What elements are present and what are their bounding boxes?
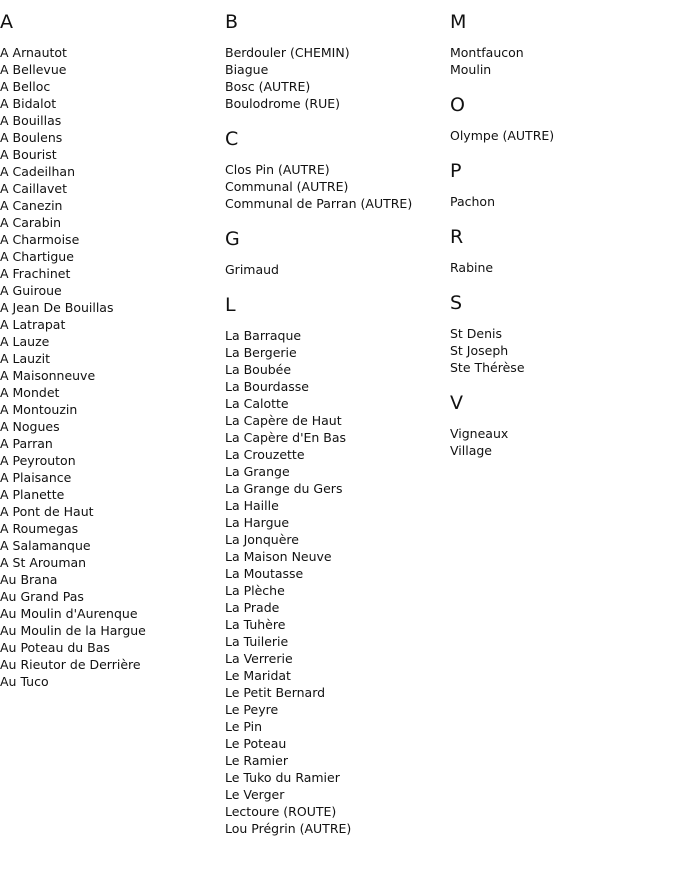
street-name-link[interactable]: Vigneaux bbox=[450, 426, 509, 441]
list-item bbox=[0, 163, 220, 180]
name-list bbox=[0, 44, 220, 690]
street-name-link[interactable]: Grimaud bbox=[225, 262, 279, 277]
street-name-link[interactable]: A Parran bbox=[0, 436, 53, 451]
list-item bbox=[225, 531, 445, 548]
list-item bbox=[450, 44, 670, 61]
letter-group bbox=[225, 225, 445, 278]
street-name-link[interactable]: La Bourdasse bbox=[225, 379, 309, 394]
street-name-link[interactable]: Le Poteau bbox=[225, 736, 287, 751]
street-name-link[interactable]: A Bourist bbox=[0, 147, 57, 162]
list-item bbox=[0, 129, 220, 146]
street-name-link[interactable]: La Prade bbox=[225, 600, 280, 615]
list-item bbox=[225, 769, 445, 786]
list-item bbox=[225, 548, 445, 565]
list-item bbox=[225, 599, 445, 616]
letter-heading: S bbox=[450, 292, 463, 314]
street-name-link[interactable]: A Lauzit bbox=[0, 351, 51, 366]
list-item bbox=[0, 401, 220, 418]
list-item bbox=[450, 193, 670, 210]
list-item bbox=[225, 752, 445, 769]
list-item bbox=[0, 588, 220, 605]
street-name-link[interactable]: A Bellevue bbox=[0, 62, 67, 77]
street-name-link[interactable]: La Tuilerie bbox=[225, 634, 289, 649]
letter-group bbox=[450, 8, 670, 78]
street-name-link[interactable]: Communal de Parran (AUTRE) bbox=[225, 196, 413, 211]
street-name-link[interactable]: A Lauze bbox=[0, 334, 50, 349]
list-item bbox=[0, 299, 220, 316]
street-name-link[interactable]: A Salamanque bbox=[0, 538, 91, 553]
street-name-link[interactable]: La Grange bbox=[225, 464, 290, 479]
list-item bbox=[0, 656, 220, 673]
street-name-link[interactable]: Au Tuco bbox=[0, 674, 49, 689]
list-item bbox=[225, 650, 445, 667]
name-list bbox=[225, 44, 445, 112]
name-list bbox=[450, 193, 670, 210]
list-item bbox=[225, 497, 445, 514]
street-name-link[interactable]: St Denis bbox=[450, 326, 503, 341]
list-item bbox=[225, 684, 445, 701]
list-item bbox=[225, 178, 445, 195]
list-item bbox=[450, 61, 670, 78]
street-name-link[interactable]: Le Maridat bbox=[225, 668, 291, 683]
street-name-link[interactable]: A Cadeilhan bbox=[0, 164, 75, 179]
list-item bbox=[225, 633, 445, 650]
list-item bbox=[0, 418, 220, 435]
street-name-link[interactable]: A Belloc bbox=[0, 79, 51, 94]
list-item bbox=[225, 327, 445, 344]
street-name-link[interactable]: A Plaisance bbox=[0, 470, 72, 485]
street-name-link[interactable]: Au Brana bbox=[0, 572, 58, 587]
list-item bbox=[450, 442, 670, 459]
street-name-link[interactable]: A Latrapat bbox=[0, 317, 66, 332]
street-name-link[interactable]: La Jonquère bbox=[225, 532, 299, 547]
list-item bbox=[225, 786, 445, 803]
street-name-link[interactable]: A Roumegas bbox=[0, 521, 79, 536]
list-item bbox=[225, 378, 445, 395]
street-name-link[interactable]: A Montouzin bbox=[0, 402, 78, 417]
list-item bbox=[225, 344, 445, 361]
list-item bbox=[0, 367, 220, 384]
street-name-link[interactable]: Bosc (AUTRE) bbox=[225, 79, 311, 94]
list-item bbox=[0, 486, 220, 503]
letter-heading: L bbox=[225, 294, 236, 316]
list-item bbox=[225, 667, 445, 684]
street-name-link[interactable]: A Boulens bbox=[0, 130, 63, 145]
list-item bbox=[225, 446, 445, 463]
letter-group bbox=[450, 91, 670, 144]
list-item bbox=[225, 718, 445, 735]
index-column-3 bbox=[450, 8, 670, 472]
street-name-link[interactable]: La Capère de Haut bbox=[225, 413, 342, 428]
street-name-link[interactable]: A Carabin bbox=[0, 215, 62, 230]
street-name-link[interactable]: La Moutasse bbox=[225, 566, 304, 581]
street-name-link[interactable]: Moulin bbox=[450, 62, 492, 77]
street-name-link[interactable]: St Joseph bbox=[450, 343, 509, 358]
street-name-link[interactable]: La Capère d'En Bas bbox=[225, 430, 347, 445]
list-item bbox=[225, 820, 445, 837]
street-name-link[interactable]: La Bergerie bbox=[225, 345, 297, 360]
street-name-link[interactable]: La Crouzette bbox=[225, 447, 305, 462]
letter-group bbox=[450, 389, 670, 459]
letter-heading: C bbox=[225, 128, 239, 150]
list-item bbox=[225, 195, 445, 212]
street-name-link[interactable]: La Verrerie bbox=[225, 651, 293, 666]
list-item bbox=[0, 214, 220, 231]
name-list bbox=[450, 425, 670, 459]
name-list bbox=[450, 259, 670, 276]
list-item bbox=[0, 44, 220, 61]
street-name-link[interactable]: Lou Prégrin (AUTRE) bbox=[225, 821, 352, 836]
street-name-link[interactable]: A Caillavet bbox=[0, 181, 67, 196]
letter-heading: R bbox=[450, 226, 464, 248]
list-item bbox=[450, 325, 670, 342]
street-name-link[interactable]: Au Moulin d'Aurenque bbox=[0, 606, 138, 621]
street-name-link[interactable]: Le Tuko du Ramier bbox=[225, 770, 340, 785]
street-name-link[interactable]: A Charmoise bbox=[0, 232, 80, 247]
street-name-link[interactable]: Biague bbox=[225, 62, 269, 77]
letter-heading: G bbox=[225, 228, 240, 250]
list-item bbox=[225, 261, 445, 278]
name-list bbox=[225, 161, 445, 212]
street-name-link[interactable]: La Tuhère bbox=[225, 617, 286, 632]
letter-group bbox=[225, 291, 445, 837]
list-item bbox=[225, 701, 445, 718]
street-name-link[interactable]: La Grange du Gers bbox=[225, 481, 343, 496]
street-name-link[interactable]: La Calotte bbox=[225, 396, 289, 411]
list-item bbox=[0, 503, 220, 520]
list-item bbox=[450, 259, 670, 276]
list-item bbox=[0, 452, 220, 469]
list-item bbox=[0, 571, 220, 588]
name-list bbox=[450, 44, 670, 78]
list-item bbox=[450, 425, 670, 442]
street-name-link[interactable]: Lectoure (ROUTE) bbox=[225, 804, 337, 819]
list-item bbox=[0, 673, 220, 690]
street-name-link[interactable]: La Haille bbox=[225, 498, 279, 513]
letter-heading: V bbox=[450, 392, 463, 414]
street-name-link[interactable]: A Guiroue bbox=[0, 283, 62, 298]
street-name-link[interactable]: Montfaucon bbox=[450, 45, 524, 60]
list-item bbox=[0, 112, 220, 129]
list-item bbox=[225, 514, 445, 531]
list-item bbox=[450, 127, 670, 144]
list-item bbox=[225, 412, 445, 429]
letter-heading: A bbox=[0, 11, 13, 33]
street-name-link[interactable]: A Frachinet bbox=[0, 266, 71, 281]
street-name-link[interactable]: Rabine bbox=[450, 260, 494, 275]
street-name-link[interactable]: A Canezin bbox=[0, 198, 63, 213]
list-item bbox=[225, 429, 445, 446]
list-item bbox=[225, 735, 445, 752]
letter-heading: P bbox=[450, 160, 462, 182]
street-name-link[interactable]: A Bouillas bbox=[0, 113, 62, 128]
list-item bbox=[225, 95, 445, 112]
list-item bbox=[225, 395, 445, 412]
list-item bbox=[0, 61, 220, 78]
list-item bbox=[0, 537, 220, 554]
street-name-link[interactable]: A Bidalot bbox=[0, 96, 57, 111]
list-item bbox=[225, 44, 445, 61]
street-name-link[interactable]: A Peyrouton bbox=[0, 453, 76, 468]
list-item bbox=[0, 622, 220, 639]
letter-group bbox=[0, 8, 220, 690]
list-item bbox=[0, 554, 220, 571]
list-item bbox=[225, 78, 445, 95]
letter-group bbox=[450, 289, 670, 376]
list-item bbox=[0, 248, 220, 265]
street-name-link[interactable]: Au Moulin de la Hargue bbox=[0, 623, 146, 638]
list-item bbox=[0, 265, 220, 282]
list-item bbox=[225, 565, 445, 582]
street-name-link[interactable]: A St Arouman bbox=[0, 555, 87, 570]
street-name-link[interactable]: Olympe (AUTRE) bbox=[450, 128, 555, 143]
list-item bbox=[450, 342, 670, 359]
letter-group bbox=[225, 125, 445, 212]
list-item bbox=[0, 180, 220, 197]
street-name-link[interactable]: Au Rieutor de Derrière bbox=[0, 657, 141, 672]
street-name-link[interactable]: Clos Pin (AUTRE) bbox=[225, 162, 330, 177]
name-list bbox=[225, 327, 445, 837]
list-item bbox=[0, 282, 220, 299]
letter-heading: O bbox=[450, 94, 465, 116]
letter-group bbox=[450, 223, 670, 276]
street-name-link[interactable]: Boulodrome (RUE) bbox=[225, 96, 341, 111]
street-name-link[interactable]: A Jean De Bouillas bbox=[0, 300, 114, 315]
street-name-link[interactable]: La Barraque bbox=[225, 328, 302, 343]
list-item bbox=[0, 146, 220, 163]
street-name-link[interactable]: Au Grand Pas bbox=[0, 589, 84, 604]
street-name-link[interactable]: A Mondet bbox=[0, 385, 60, 400]
list-item bbox=[0, 384, 220, 401]
list-item bbox=[0, 605, 220, 622]
list-item bbox=[225, 361, 445, 378]
letter-heading: M bbox=[450, 11, 467, 33]
list-item bbox=[225, 480, 445, 497]
letter-heading: B bbox=[225, 11, 239, 33]
street-name-link[interactable]: Le Verger bbox=[225, 787, 285, 802]
street-name-link[interactable]: Au Poteau du Bas bbox=[0, 640, 110, 655]
list-item bbox=[0, 520, 220, 537]
street-name-link[interactable]: Le Ramier bbox=[225, 753, 288, 768]
list-item bbox=[0, 197, 220, 214]
list-item bbox=[225, 582, 445, 599]
letter-group bbox=[450, 157, 670, 210]
street-name-link[interactable]: La Hargue bbox=[225, 515, 290, 530]
street-name-link[interactable]: Communal (AUTRE) bbox=[225, 179, 349, 194]
list-item bbox=[225, 803, 445, 820]
list-item bbox=[0, 350, 220, 367]
name-list bbox=[450, 325, 670, 376]
list-item bbox=[0, 95, 220, 112]
list-item bbox=[0, 231, 220, 248]
list-item bbox=[225, 463, 445, 480]
letter-group bbox=[225, 8, 445, 112]
list-item bbox=[450, 359, 670, 376]
street-name-link[interactable]: Le Pin bbox=[225, 719, 263, 734]
street-name-link[interactable]: A Pont de Haut bbox=[0, 504, 94, 519]
list-item bbox=[225, 61, 445, 78]
index-column-2 bbox=[225, 8, 445, 850]
street-name-link[interactable]: A Planette bbox=[0, 487, 65, 502]
list-item bbox=[0, 639, 220, 656]
street-name-link[interactable]: Berdouler (CHEMIN) bbox=[225, 45, 350, 60]
street-name-link[interactable]: A Chartigue bbox=[0, 249, 74, 264]
street-name-link[interactable]: Ste Thérèse bbox=[450, 360, 525, 375]
list-item bbox=[225, 616, 445, 633]
list-item bbox=[0, 78, 220, 95]
street-name-link[interactable]: Le Petit Bernard bbox=[225, 685, 326, 700]
list-item bbox=[0, 316, 220, 333]
street-name-link[interactable]: Le Peyre bbox=[225, 702, 279, 717]
street-name-link[interactable]: Pachon bbox=[450, 194, 496, 209]
list-item bbox=[0, 435, 220, 452]
street-name-link[interactable]: Village bbox=[450, 443, 492, 458]
list-item bbox=[225, 161, 445, 178]
street-name-link[interactable]: A Nogues bbox=[0, 419, 60, 434]
street-name-link[interactable]: La Boubée bbox=[225, 362, 292, 377]
street-name-link[interactable]: A Maisonneuve bbox=[0, 368, 96, 383]
list-item bbox=[0, 469, 220, 486]
index-column-1 bbox=[0, 8, 220, 703]
name-list bbox=[450, 127, 670, 144]
list-item bbox=[0, 333, 220, 350]
street-name-link[interactable]: La Maison Neuve bbox=[225, 549, 332, 564]
name-list bbox=[225, 261, 445, 278]
street-name-link[interactable]: A Arnautot bbox=[0, 45, 67, 60]
street-name-link[interactable]: La Plèche bbox=[225, 583, 285, 598]
